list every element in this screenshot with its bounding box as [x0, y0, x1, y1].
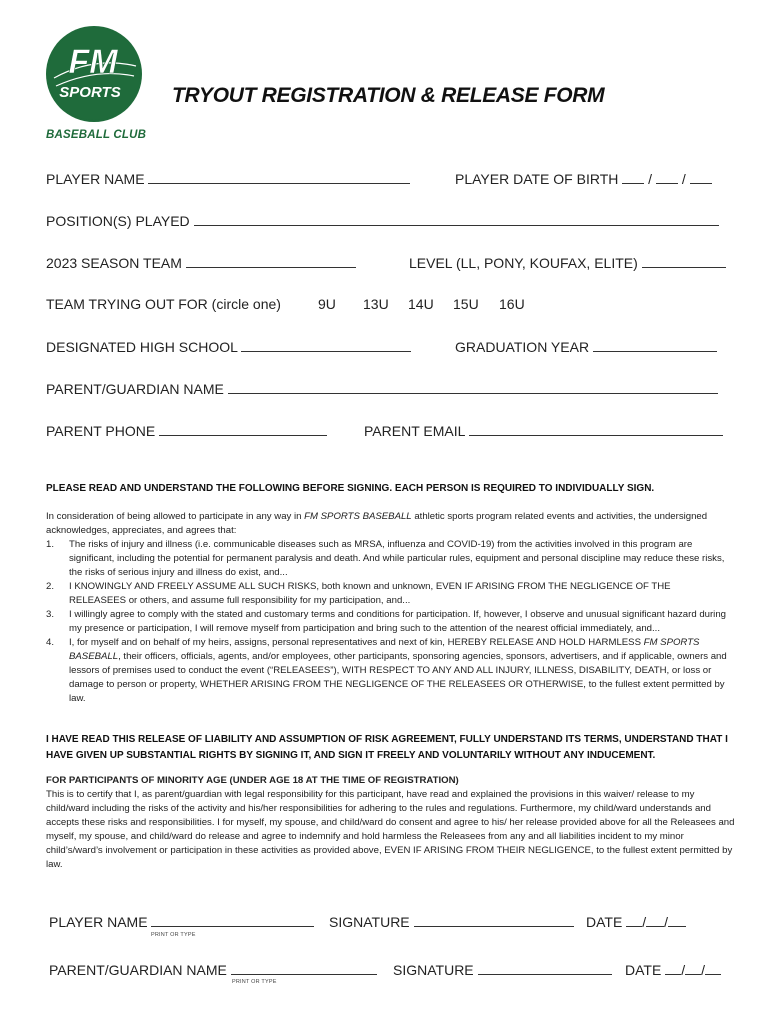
- page-title: TRYOUT REGISTRATION & RELEASE FORM: [172, 84, 605, 107]
- parent-date-month-line[interactable]: [665, 962, 681, 975]
- parent-name-field[interactable]: [46, 381, 718, 397]
- sig-parent-name-line[interactable]: [231, 962, 377, 975]
- dob-month-line[interactable]: [622, 171, 644, 184]
- parent-date-field[interactable]: DATE / /: [625, 962, 721, 978]
- list-text: The risks of injury and illness (i.e. communicable diseases such as MRSA, influenza and COVID-19) from the activities involved in this program are significant, including the potential for permanent paralysis and death. And while particular rules, equipment and personal discipline may reduce these risks, the risks of serious injury and illness do exist, and...: [69, 539, 725, 578]
- list-text: I willingly agree to comply with the stated and customary terms and conditions for participation. If, however, I observe and unusual significant hazard during my presence or participation, I will remove myself from participation and bring such to the attention of the nearest official immediately, and...: [69, 609, 726, 634]
- svg-text:FM: FM: [68, 43, 118, 81]
- svg-text:SPORTS: SPORTS: [59, 84, 121, 101]
- high-school-field[interactable]: [46, 339, 411, 355]
- team-option-15u[interactable]: 15U: [453, 296, 479, 312]
- level-label: LEVEL (LL, PONY, KOUFAX, ELITE): [409, 255, 638, 271]
- player-signature-field[interactable]: [329, 914, 574, 930]
- minor-section: [46, 774, 736, 872]
- high-school-line[interactable]: [241, 339, 411, 352]
- season-team-label: 2023 SEASON TEAM: [46, 255, 182, 271]
- dob-year-line[interactable]: [690, 171, 712, 184]
- parent-phone-field[interactable]: [46, 423, 327, 439]
- parent-date-year-line[interactable]: [705, 962, 721, 975]
- sig-parent-name-field[interactable]: [49, 962, 377, 978]
- logo-subtitle: BASEBALL CLUB: [46, 129, 147, 141]
- list-item: [46, 608, 730, 636]
- player-signature-label: SIGNATURE: [329, 914, 410, 930]
- list-org-name: FM SPORTS BASEBALL: [69, 637, 700, 662]
- list-text: I KNOWINGLY AND FREELY ASSUME ALL SUCH RISKS, both known and unknown, EVEN IF ARISING FROM THE NEGLIGENCE OF THE RELEASEES or others, and assume full responsibility for my participation, and...: [69, 581, 671, 606]
- print-note: PRINT OR TYPE: [151, 932, 196, 938]
- parent-phone-label: PARENT PHONE: [46, 423, 156, 439]
- list-item: [46, 580, 730, 608]
- team-tryout-label: TEAM TRYING OUT FOR (circle one): [46, 296, 281, 312]
- list-text-pre: I, for myself and on behalf of my heirs, assigns, personal representatives and next of kin, HEREBY RELEASE AND HOLD HARMLESS: [69, 637, 644, 648]
- player-dob-label: PLAYER DATE OF BIRTH: [455, 171, 619, 187]
- graduation-year-label: GRADUATION YEAR: [455, 339, 590, 355]
- player-name-line[interactable]: [148, 171, 410, 184]
- club-logo: [46, 26, 142, 122]
- season-team-line[interactable]: [186, 255, 356, 268]
- level-field[interactable]: [409, 255, 726, 271]
- high-school-label: DESIGNATED HIGH SCHOOL: [46, 339, 238, 355]
- level-line[interactable]: [642, 255, 726, 268]
- notice-heading: PLEASE READ AND UNDERSTAND THE FOLLOWING BEFORE SIGNING. EACH PERSON IS REQUIRED TO INDIVIDUALLY SIGN.: [46, 483, 655, 494]
- parent-date-label: DATE: [625, 962, 662, 978]
- positions-line[interactable]: [194, 213, 719, 226]
- positions-label: POSITION(S) PLAYED: [46, 213, 190, 229]
- list-item: [46, 636, 730, 706]
- parent-email-field[interactable]: [364, 423, 723, 439]
- intro-text-pre: In consideration of being allowed to participate in any way in: [46, 511, 305, 522]
- player-name-label: PLAYER NAME: [46, 171, 145, 187]
- sig-parent-name-label: PARENT/GUARDIAN NAME: [49, 962, 227, 978]
- parent-name-label: PARENT/GUARDIAN NAME: [46, 381, 224, 397]
- team-option-14u[interactable]: 14U: [408, 296, 434, 312]
- graduation-year-field[interactable]: [455, 339, 717, 355]
- parent-date-day-line[interactable]: [685, 962, 701, 975]
- parent-name-line[interactable]: [228, 381, 718, 394]
- sig-player-name-field[interactable]: [49, 914, 314, 930]
- positions-field[interactable]: [46, 213, 719, 229]
- sig-player-name-label: PLAYER NAME: [49, 914, 148, 930]
- parent-email-label: PARENT EMAIL: [364, 423, 465, 439]
- parent-signature-line[interactable]: [478, 962, 612, 975]
- intro-paragraph: [46, 510, 730, 538]
- player-name-field[interactable]: [46, 171, 410, 187]
- team-option-13u[interactable]: 13U: [363, 296, 389, 312]
- list-number: 3.: [46, 609, 55, 620]
- player-date-label: DATE: [586, 914, 623, 930]
- parent-signature-field[interactable]: [393, 962, 612, 978]
- player-dob-field[interactable]: PLAYER DATE OF BIRTH / /: [455, 171, 712, 187]
- intro-text-post: athletic sports program related events and activities, the undersigned acknowledges, appreciates, and agrees that:: [46, 511, 708, 536]
- player-date-year-line[interactable]: [668, 914, 686, 927]
- graduation-year-line[interactable]: [593, 339, 717, 352]
- intro-org-name: FM SPORTS BASEBALL: [304, 511, 412, 522]
- team-option-9u[interactable]: 9U: [318, 296, 336, 312]
- list-number: 1.: [46, 539, 55, 550]
- list-item: [46, 538, 730, 580]
- sig-player-name-line[interactable]: [151, 914, 314, 927]
- list-number: 2.: [46, 581, 55, 592]
- season-team-field[interactable]: [46, 255, 356, 271]
- parent-email-line[interactable]: [469, 423, 723, 436]
- minor-text: This is to certify that I, as parent/guardian with legal responsibility for this participant, have read and explained the provisions in this waiver/ release to my child/ward including the risks of the activity and his/her responsibilities for adhering to the rules and regulations. Furthermore, my child/ward understands and accepts these risks and responsibilities. I for myself, my spouse, and child/ward do consent and agree to his/ her release provided above for all the Releasees and myself, my spouse, and child/ward do release and agree to indemnify and hold harmless the Releasees from any and all liabilities incident to my minor child’s/ward’s involvement or participation in these activities as provided above, EVEN IF ARISING FROM THEIR NEGLIGENCE, to the fullest extent permitted by law.: [46, 789, 735, 870]
- player-signature-line[interactable]: [414, 914, 574, 927]
- parent-phone-line[interactable]: [159, 423, 327, 436]
- minor-heading: FOR PARTICIPANTS OF MINORITY AGE (UNDER AGE 18 AT THE TIME OF REGISTRATION): [46, 775, 459, 786]
- player-date-day-line[interactable]: [646, 914, 664, 927]
- print-note: PRINT OR TYPE: [232, 979, 277, 985]
- fm-sports-logo-icon: [46, 26, 142, 122]
- list-text-post: , their officers, officials, agents, and/or employees, other participants, sponsoring agencies, sponsors, advertisers, and if applicable, owners and lessors of premises used to conduct the event (“RELEASEES”), WITH RESPECT TO ANY AND ALL INJURY, ILLNESS, DISABILITY, DEATH, or loss or damage to person or property, WHETHER ARISING FROM THE NEGLIGENCE OF THE RELEASEES OR OTHERWISE, to the fullest extent permitted by law.: [69, 651, 727, 704]
- release-terms-list: [46, 538, 730, 706]
- acknowledgement: I HAVE READ THIS RELEASE OF LIABILITY AND ASSUMPTION OF RISK AGREEMENT, FULLY UNDERSTAND ITS TERMS, UNDERSTAND THAT I HAVE GIVEN UP SUBSTANTIAL RIGHTS BY SIGNING IT, AND SIGN IT FREELY AND VOLUNTARILY WITHOUT ANY INDUCEMENT.: [46, 734, 728, 761]
- team-option-16u[interactable]: 16U: [499, 296, 525, 312]
- player-date-field[interactable]: DATE / /: [586, 914, 686, 930]
- player-date-month-line[interactable]: [626, 914, 642, 927]
- list-number: 4.: [46, 637, 55, 648]
- dob-day-line[interactable]: [656, 171, 678, 184]
- parent-signature-label: SIGNATURE: [393, 962, 474, 978]
